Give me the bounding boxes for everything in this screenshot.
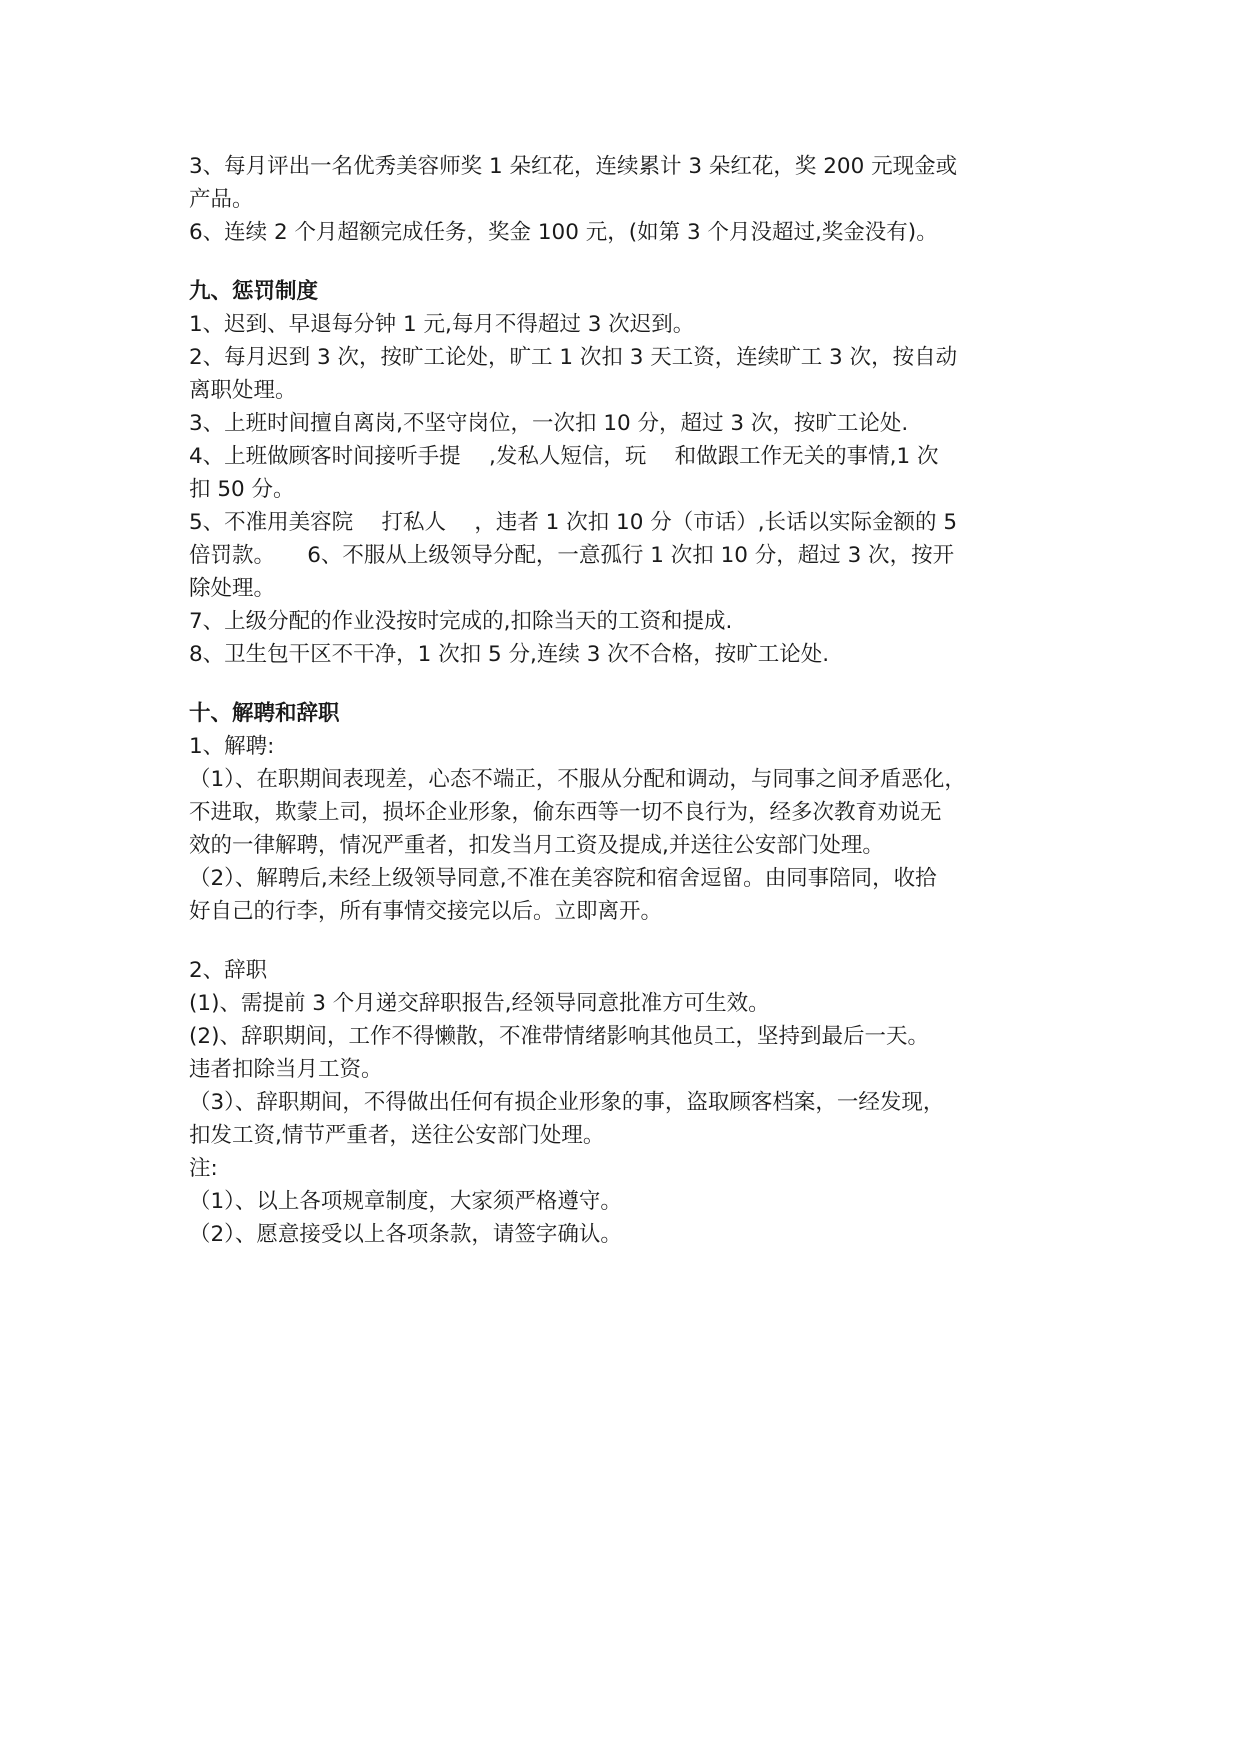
penalty-item-3: 3、上班时间擅自离岗,不坚守岗位，一次扣 10 分，超过 3 次，按旷工论处. — [189, 411, 909, 436]
penalty-item-2-line-2: 离职处理。 — [189, 378, 297, 403]
dismissal-p1-line-3: 效的一律解聘，情况严重者，扣发当月工资及提成,并送往公安部门处理。 — [189, 833, 884, 858]
reward-item-3-line-1: 3、每月评出一名优秀美容师奖 1 朵红花，连续累计 3 朵红花，奖 200 元现金或 — [189, 154, 958, 179]
resignation-r2-line-1: (2)、辞职期间，工作不得懒散，不准带情绪影响其他员工，坚持到最后一天。 — [189, 1024, 929, 1049]
dismissal-sub-1: 1、解聘: — [189, 734, 275, 759]
penalty-item-1: 1、迟到、早退每分钟 1 元,每月不得超过 3 次迟到。 — [189, 312, 695, 337]
dismissal-heading: 十、解聘和辞职 — [189, 701, 340, 726]
dismissal-p2-line-2: 好自己的行李，所有事情交接完以后。立即离开。 — [189, 899, 663, 924]
penalty-item-7: 7、上级分配的作业没按时完成的,扣除当天的工资和提成. — [189, 609, 733, 634]
penalty-item-4-line-2: 扣 50 分。 — [189, 477, 295, 502]
resignation-r2-line-2: 违者扣除当月工资。 — [189, 1057, 383, 1082]
penalty-item-5-line-1: 5、不准用美容院 打私人 ，违者 1 次扣 10 分（市话）,长话以实际金额的 5 — [189, 510, 958, 535]
penalty-item-8: 8、卫生包干区不干净，1 次扣 5 分,连续 3 次不合格，按旷工论处. — [189, 642, 830, 667]
resignation-sub-2: 2、辞职 — [189, 958, 268, 983]
note-1: （1）、以上各项规章制度，大家须严格遵守。 — [189, 1189, 622, 1214]
penalty-item-2-line-1: 2、每月迟到 3 次，按旷工论处，旷工 1 次扣 3 天工资，连续旷工 3 次，按自动 — [189, 345, 958, 370]
reward-item-3-line-2: 产品。 — [189, 187, 254, 212]
resignation-r1: (1)、需提前 3 个月递交辞职报告,经领导同意批准方可生效。 — [189, 991, 770, 1016]
dismissal-p2-line-1: （2）、解聘后,未经上级领导同意,不准在美容院和宿舍逗留。由同事陪同，收拾 — [189, 866, 937, 891]
dismissal-p1-line-2: 不进取，欺蒙上司，损坏企业形象，偷东西等一切不良行为，经多次教育劝说无 — [189, 800, 942, 825]
resignation-r3-line-1: （3）、辞职期间，不得做出任何有损企业形象的事，盗取顾客档案，一经发现， — [189, 1090, 945, 1115]
reward-item-6: 6、连续 2 个月超额完成任务，奖金 100 元，(如第 3 个月没超过,奖金没有)。 — [189, 220, 938, 245]
note-2: （2）、愿意接受以上各项条款，请签字确认。 — [189, 1222, 622, 1247]
penalty-heading: 九、惩罚制度 — [189, 279, 319, 304]
resignation-r3-line-2: 扣发工资,情节严重者，送往公安部门处理。 — [189, 1123, 605, 1148]
penalty-item-5-line-2: 倍罚款。 6、不服从上级领导分配，一意孤行 1 次扣 10 分，超过 3 次，按开 — [189, 543, 955, 568]
note-label: 注: — [189, 1156, 218, 1181]
penalty-item-4-line-1: 4、上班做顾客时间接听手提 ,发私人短信，玩 和做跟工作无关的事情,1 次 — [189, 444, 939, 469]
dismissal-p1-line-1: （1）、在职期间表现差，心态不端正，不服从分配和调动，与同事之间矛盾恶化， — [189, 767, 966, 792]
penalty-item-5-line-3: 除处理。 — [189, 576, 276, 601]
